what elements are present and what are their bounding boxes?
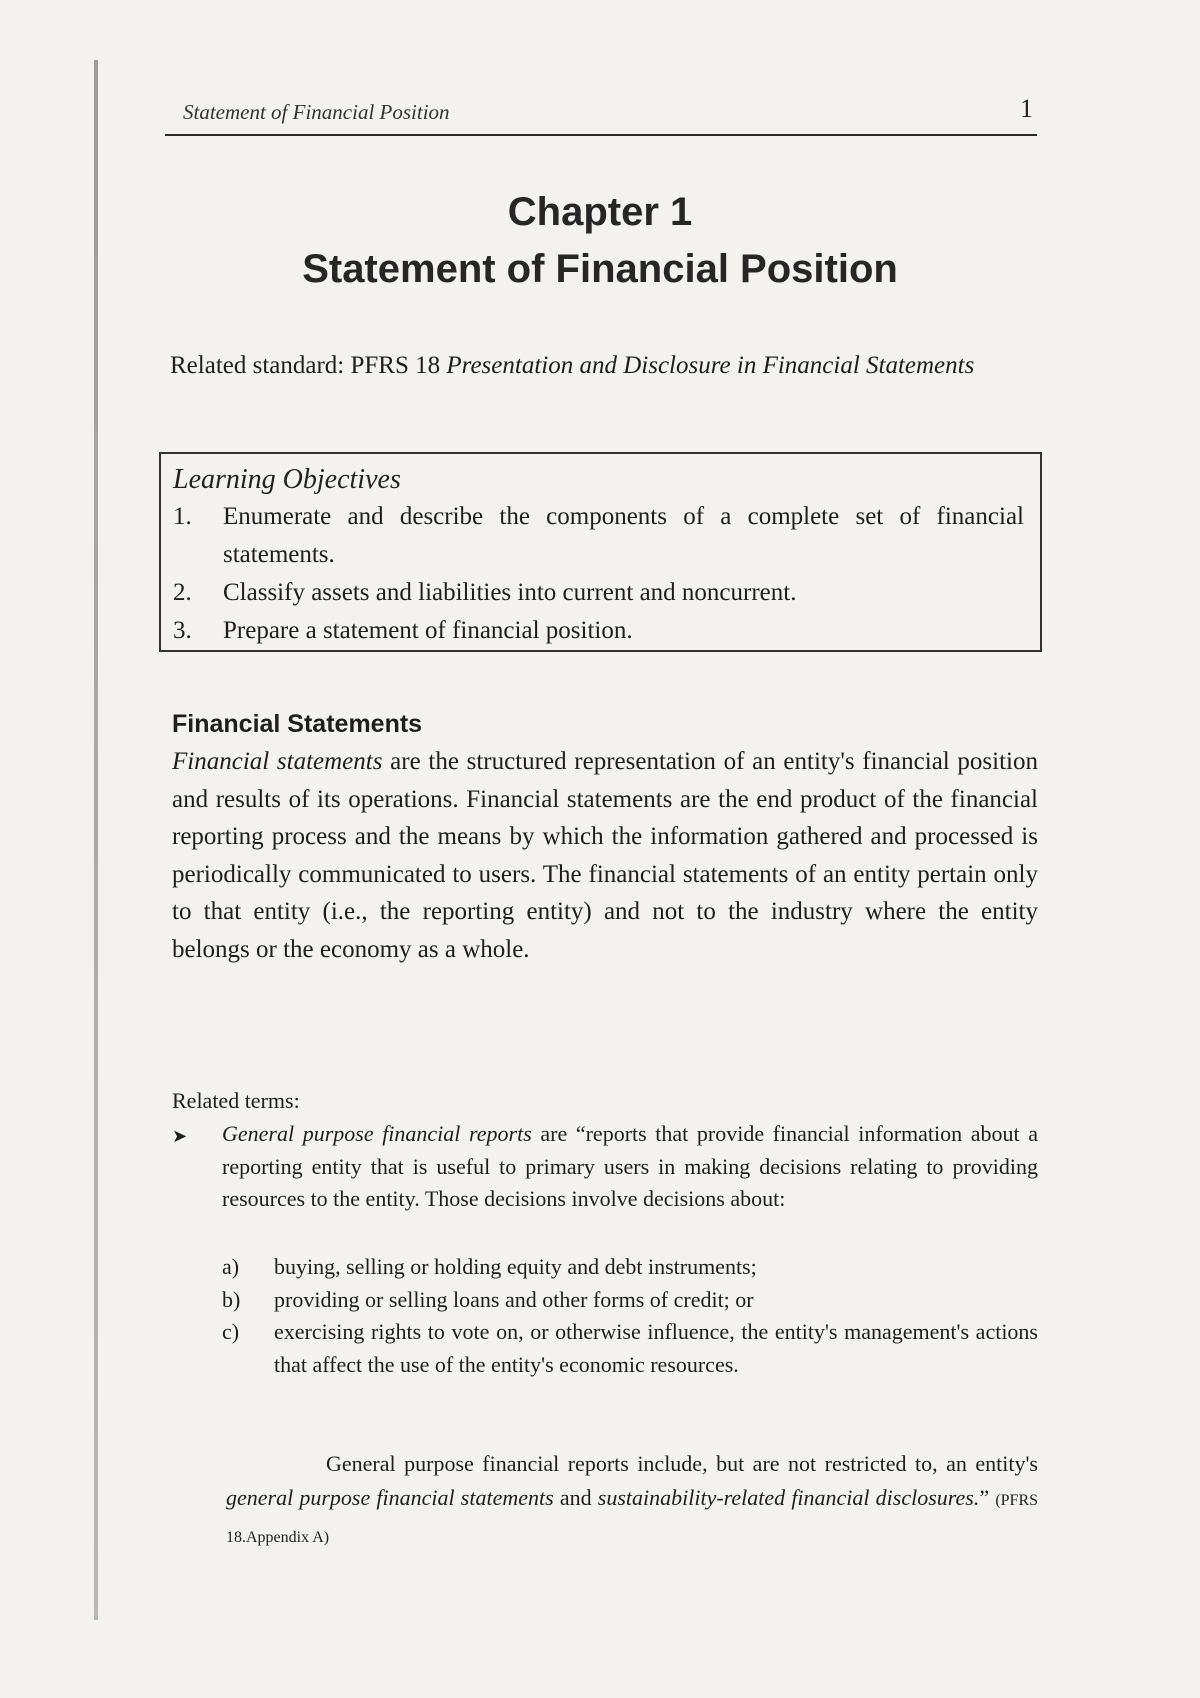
list-item-label: c) [222,1319,240,1344]
page-spine-shadow [94,60,98,1620]
definition-text: are “reports that provide financial information about a reporting entity that is useful to primary users in making decisions relating to providing resources to the entity. Those decisions involve decisions about: [222,1121,1038,1211]
objective-number: 3. [173,617,192,644]
objective-number: 1. [173,503,192,530]
list-item-label: b) [222,1286,241,1312]
defined-term: sustainability-related financial disclosures. [597,1485,980,1510]
list-item [222,1284,1038,1317]
running-header [165,94,1037,136]
section-heading-financial-statements: Financial Statements [172,710,423,738]
decisions-list [222,1251,1038,1381]
learning-objective-3 [173,612,1024,650]
learning-objective-2 [173,574,1024,612]
list-item [222,1316,1038,1381]
closing-text: General purpose financial reports include, but are not restricted to, an entity's [326,1451,1038,1476]
paragraph-text: are the structured representation of an entity's financial position and results of its operations. Financial statements are the end product of the financial reporting process and the means by which the information gathered and processed is periodically communicated to users. The financial statements of an entity pertain only to that entity (i.e., the reporting entity) and not to the industry where the entity belongs or the economy as a whole. [172,748,1038,963]
related-term-item [172,1118,1038,1216]
chapter-title: Statement of Financial Position [302,247,898,291]
related-terms-label: Related terms: [172,1088,300,1113]
list-item-text: exercising rights to vote on, or otherwise influence, the entity's management's actions that affect the use of the entity's economic resources. [274,1319,1038,1377]
list-item-text: providing or selling loans and other forms of credit; or [274,1286,754,1312]
related-standard-title: Presentation and Disclosure in Financial Statements [446,352,975,379]
learning-objectives-box [159,452,1042,652]
objective-text: Enumerate and describe the components of a complete set of financial statements. [223,503,1024,568]
related-standard-prefix: Related standard: PFRS 18 [170,352,447,379]
objective-text: Classify assets and liabilities into current and noncurrent. [223,579,797,606]
page-number: 1 [1020,94,1033,123]
chapter-label: Chapter 1 [507,190,693,234]
defined-term: Financial statements [172,748,383,775]
closing-text: and [553,1485,598,1510]
related-term-definition [222,1118,1038,1216]
list-item [222,1251,1038,1284]
closing-quote: ” [979,1485,996,1510]
financial-statements-paragraph [172,743,1038,968]
arrow-bullet-icon: ➤ [172,1126,188,1146]
defined-term: General purpose financial reports [222,1121,532,1146]
objective-text: Prepare a statement of financial position. [223,617,633,644]
defined-term: general purpose financial statements [226,1485,554,1510]
learning-objective-1 [173,498,1024,574]
learning-objectives-heading: Learning Objectives [173,464,401,495]
closing-paragraph [226,1447,1038,1555]
running-header-title: Statement of Financial Position [183,100,450,124]
list-item-label: a) [222,1254,240,1279]
objective-number: 2. [173,579,192,606]
citation: (PFRS 18.Appendix A) [226,1492,1039,1546]
related-standard [170,347,1036,385]
list-item-text: buying, selling or holding equity and debt instruments; [274,1254,757,1279]
